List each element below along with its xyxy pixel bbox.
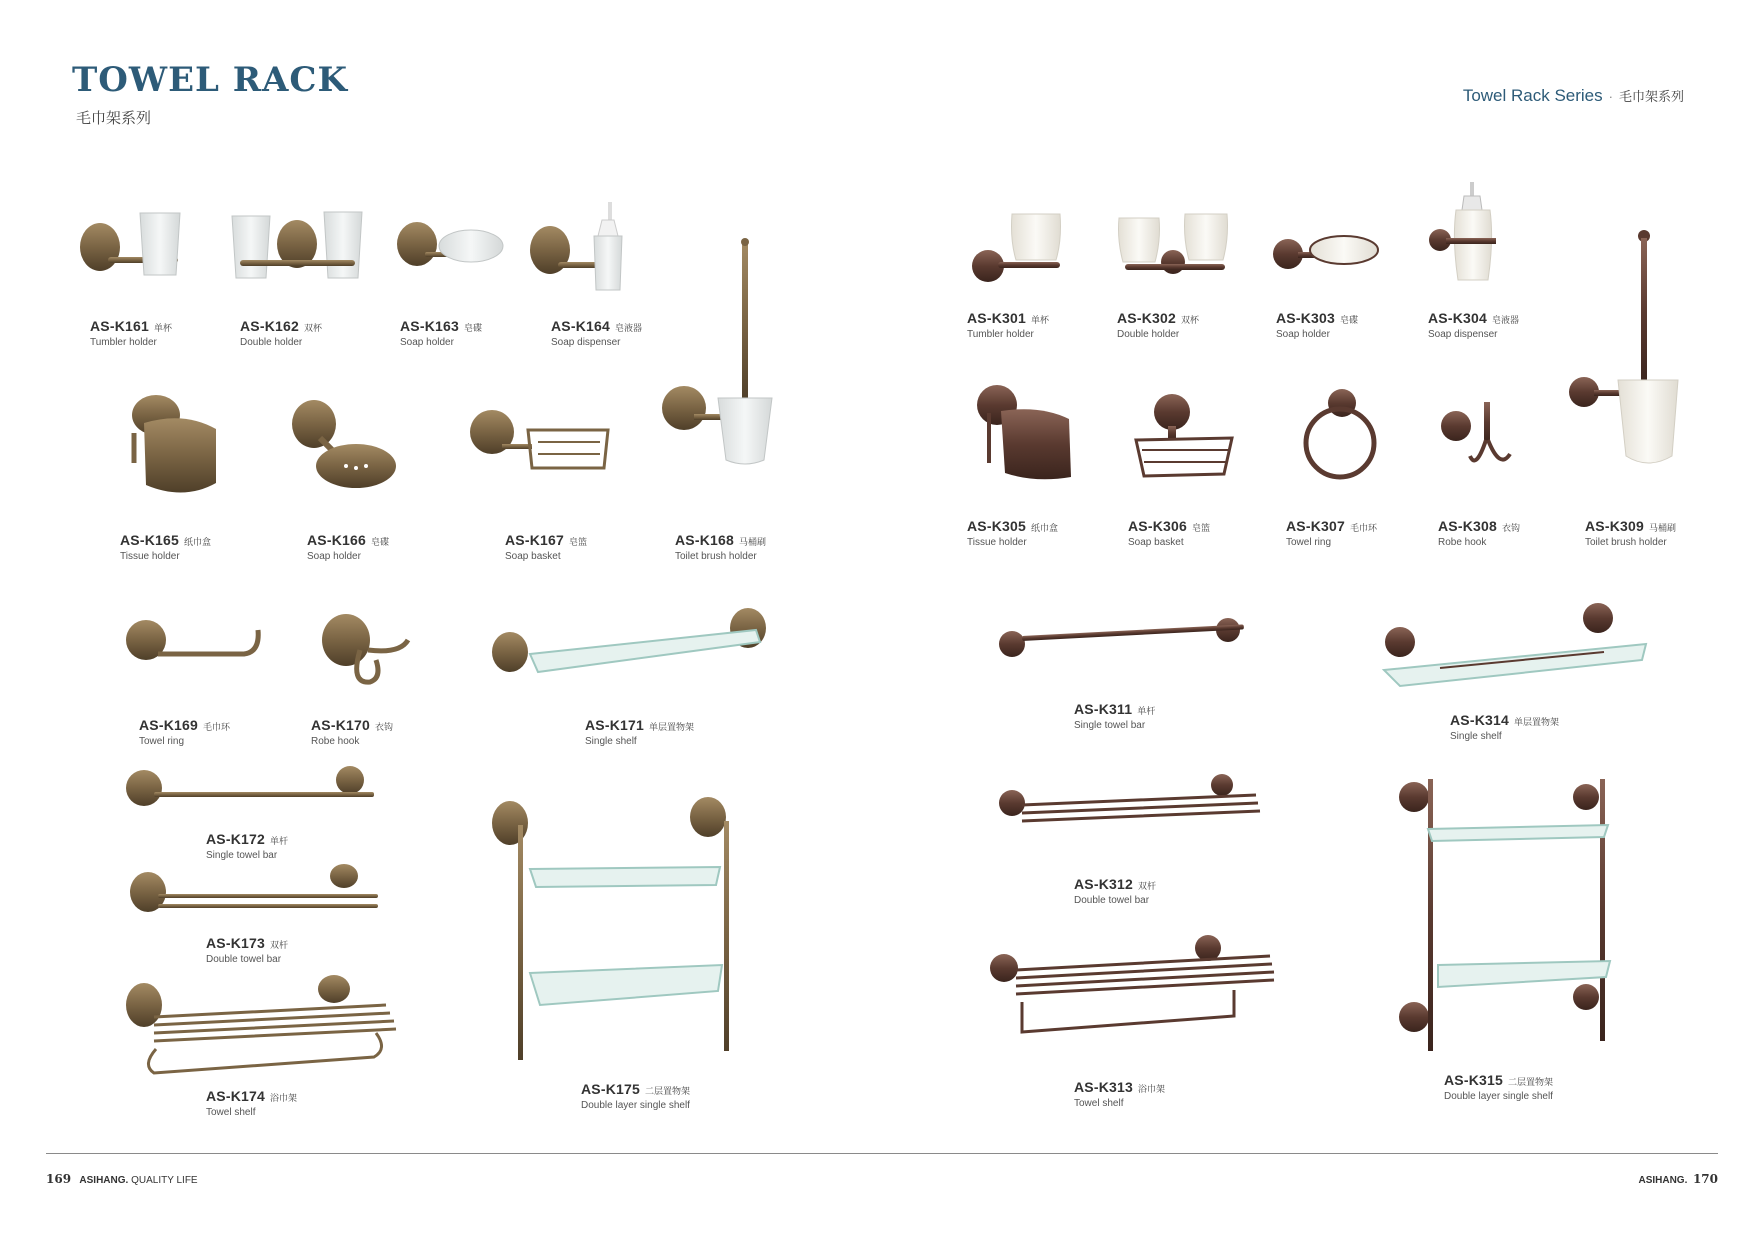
product-image-as-k302 [1115,210,1235,285]
product-name-cn: 双杯 [303,323,322,333]
tissue-holder-icon [975,383,1080,488]
towel-ring-icon [1300,385,1380,485]
product-image-as-k167 [468,408,613,478]
page-number-left: 169 [46,1172,72,1186]
product-label-as-k304 [1428,310,1519,340]
product-image-as-k307 [1300,385,1380,485]
product-label-as-k164 [551,318,642,348]
product-name-cn: 二层置物架 [1507,1077,1553,1087]
product-label-as-k303 [1276,310,1358,340]
soap-basket-icon [468,408,613,478]
soap-dish-icon [290,398,400,493]
product-label-as-k174 [206,1088,297,1118]
product-name-cn: 浴巾架 [269,1093,297,1103]
product-image-as-k309 [1568,230,1683,475]
product-name-cn: 单层置物架 [648,722,694,732]
footer-brand-left: ASIHANG. [79,1175,129,1186]
product-name-en: Tumbler holder [967,329,1034,340]
product-image-as-k313 [988,930,1278,1040]
product-label-as-k173 [206,935,288,965]
product-label-as-k165 [120,532,211,562]
product-name-en: Towel ring [1286,537,1332,548]
towel-shelf-icon [988,930,1278,1040]
product-image-as-k169 [124,616,264,671]
product-name-cn: 浴巾架 [1137,1084,1165,1094]
product-image-as-k308 [1440,400,1520,475]
product-name-en: Toilet brush holder [1585,537,1667,548]
product-name-en: Soap dispenser [551,337,621,348]
soap-dispenser-icon [1428,180,1503,295]
soap-dish-icon [395,218,505,278]
product-name-cn: 皂液器 [1491,315,1519,325]
product-name-cn: 皂篮 [568,537,587,547]
product-label-as-k167 [505,532,587,562]
single-towel-bar-icon [124,766,384,811]
product-name-cn: 皂碟 [463,323,482,333]
product-label-as-k313 [1074,1079,1165,1109]
product-label-as-k168 [675,532,766,562]
series-title [1463,86,1684,106]
page-title: TOWEL RACK [72,60,349,100]
towel-ring-icon [124,616,264,671]
product-code: AS-K171 [585,717,644,733]
series-title-cn: 毛巾架系列 [1618,89,1684,104]
tumbler-holder-icon [970,210,1070,285]
glass-shelf-icon [490,608,775,678]
product-name-en: Tissue holder [967,537,1027,548]
product-code: AS-K167 [505,532,564,548]
product-label-as-k311 [1074,701,1155,731]
product-image-as-k306 [1132,390,1237,480]
robe-hook-icon [320,610,415,690]
product-name-en: Double towel bar [1074,895,1150,906]
product-name-cn: 皂碟 [370,537,389,547]
product-image-as-k303 [1272,228,1382,278]
product-image-as-k311 [998,616,1250,666]
product-name-cn: 双杯 [1180,315,1199,325]
product-name-en: Single shelf [1450,731,1502,742]
product-name-cn: 单杯 [153,323,172,333]
product-name-en: Single towel bar [206,850,278,861]
product-code: AS-K312 [1074,876,1133,892]
product-code: AS-K174 [206,1088,265,1104]
product-code: AS-K175 [581,1081,640,1097]
product-code: AS-K164 [551,318,610,334]
product-label-as-k172 [206,831,288,861]
product-name-en: Robe hook [1438,537,1487,548]
product-code: AS-K162 [240,318,299,334]
product-image-as-k170 [320,610,415,690]
product-image-as-k168 [660,238,790,468]
product-label-as-k171 [585,717,694,747]
product-image-as-k315 [1398,775,1623,1055]
product-name-cn: 单层置物架 [1513,717,1559,727]
product-name-en: Towel shelf [206,1107,256,1118]
double-holder-icon [1115,210,1235,285]
product-label-as-k302 [1117,310,1199,340]
product-name-en: Toilet brush holder [675,551,757,562]
product-name-en: Double towel bar [206,954,282,965]
product-code: AS-K303 [1276,310,1335,326]
product-name-en: Soap basket [1128,537,1184,548]
product-code: AS-K301 [967,310,1026,326]
tissue-holder-icon [124,393,224,503]
product-image-as-k165 [124,393,224,503]
footer-left [46,1172,198,1186]
product-code: AS-K163 [400,318,459,334]
product-name-en: Soap holder [400,337,454,348]
double-towel-bar-icon [998,773,1263,828]
product-name-cn: 双杆 [269,940,288,950]
product-image-as-k175 [490,795,740,1070]
product-name-cn: 衣钩 [374,722,393,732]
product-label-as-k306 [1128,518,1210,548]
single-towel-bar-icon [998,616,1250,666]
product-label-as-k175 [581,1081,690,1111]
product-label-as-k309 [1585,518,1676,548]
product-name-en: Soap holder [307,551,361,562]
product-name-en: Double holder [1117,329,1180,340]
product-code: AS-K170 [311,717,370,733]
product-image-as-k162 [230,208,365,286]
product-image-as-k174 [124,975,399,1080]
product-code: AS-K306 [1128,518,1187,534]
product-code: AS-K169 [139,717,198,733]
product-name-cn: 衣钩 [1501,523,1520,533]
product-code: AS-K314 [1450,712,1509,728]
product-name-cn: 皂液器 [614,323,642,333]
product-name-en: Towel shelf [1074,1098,1124,1109]
toilet-brush-icon [660,238,790,468]
product-label-as-k312 [1074,876,1156,906]
series-title-separator: · [1608,89,1613,104]
tumbler-holder-icon [78,205,188,285]
product-image-as-k173 [128,864,388,924]
product-name-en: Towel ring [139,736,185,747]
toilet-brush-icon [1568,230,1683,475]
product-code: AS-K315 [1444,1072,1503,1088]
product-code: AS-K311 [1074,701,1133,717]
product-label-as-k307 [1286,518,1377,548]
product-image-as-k312 [998,773,1263,828]
product-label-as-k315 [1444,1072,1553,1102]
product-name-en: Double layer single shelf [1444,1091,1553,1102]
product-name-en: Single shelf [585,736,637,747]
product-label-as-k166 [307,532,389,562]
product-code: AS-K172 [206,831,265,847]
product-code: AS-K307 [1286,518,1345,534]
product-code: AS-K161 [90,318,149,334]
product-label-as-k170 [311,717,393,747]
footer-divider [46,1153,1718,1154]
product-name-cn: 马桶刷 [1648,523,1676,533]
page-number-right: 170 [1692,1172,1718,1186]
product-name-cn: 毛巾环 [1349,523,1377,533]
product-code: AS-K165 [120,532,179,548]
product-code: AS-K173 [206,935,265,951]
product-name-en: Robe hook [311,736,360,747]
product-name-cn: 纸巾盒 [1030,523,1058,533]
product-image-as-k304 [1428,180,1503,295]
product-name-en: Double holder [240,337,303,348]
soap-dispenser-icon [528,200,628,295]
product-name-en: Double layer single shelf [581,1100,690,1111]
product-image-as-k172 [124,766,384,811]
product-image-as-k171 [490,608,775,678]
product-image-as-k166 [290,398,400,493]
product-name-cn: 毛巾环 [202,722,230,732]
product-image-as-k305 [975,383,1080,488]
product-name-en: Soap dispenser [1428,329,1498,340]
product-name-cn: 单杯 [1030,315,1049,325]
product-name-cn: 皂篮 [1191,523,1210,533]
product-name-en: Tissue holder [120,551,180,562]
product-image-as-k161 [78,205,188,285]
series-title-en: Towel Rack Series [1462,86,1603,105]
footer-right [1638,1172,1718,1186]
product-label-as-k169 [139,717,230,747]
product-code: AS-K304 [1428,310,1487,326]
product-label-as-k305 [967,518,1058,548]
product-code: AS-K166 [307,532,366,548]
product-label-as-k301 [967,310,1049,340]
product-code: AS-K168 [675,532,734,548]
product-name-en: Single towel bar [1074,720,1146,731]
product-name-en: Tumbler holder [90,337,157,348]
product-label-as-k314 [1450,712,1559,742]
footer-brand-right: ASIHANG. [1638,1175,1688,1186]
product-name-cn: 皂碟 [1339,315,1358,325]
double-holder-icon [230,208,365,286]
product-name-cn: 单杆 [269,836,288,846]
product-name-en: Soap holder [1276,329,1330,340]
product-name-en: Soap basket [505,551,561,562]
product-code: AS-K308 [1438,518,1497,534]
soap-dish-icon [1272,228,1382,278]
product-label-as-k163 [400,318,482,348]
product-label-as-k162 [240,318,322,348]
product-label-as-k308 [1438,518,1520,548]
page-subtitle: 毛巾架系列 [76,110,152,127]
product-label-as-k161 [90,318,172,348]
product-image-as-k163 [395,218,505,278]
product-code: AS-K313 [1074,1079,1133,1095]
product-image-as-k314 [1380,600,1650,690]
product-code: AS-K305 [967,518,1026,534]
double-towel-bar-icon [128,864,388,924]
glass-shelf-icon [1380,600,1650,690]
product-image-as-k301 [970,210,1070,285]
product-code: AS-K309 [1585,518,1644,534]
product-code: AS-K302 [1117,310,1176,326]
soap-basket-icon [1132,390,1237,480]
product-name-cn: 马桶刷 [738,537,766,547]
towel-shelf-icon [124,975,399,1080]
double-layer-shelf-icon [1398,775,1623,1055]
product-name-cn: 双杆 [1137,881,1156,891]
product-name-cn: 纸巾盒 [183,537,211,547]
product-name-cn: 单杆 [1137,706,1156,716]
footer-tagline: QUALITY LIFE [131,1175,198,1186]
double-layer-shelf-icon [490,795,740,1070]
product-name-cn: 二层置物架 [644,1086,690,1096]
robe-hook-icon [1440,400,1520,475]
product-image-as-k164 [528,200,628,295]
